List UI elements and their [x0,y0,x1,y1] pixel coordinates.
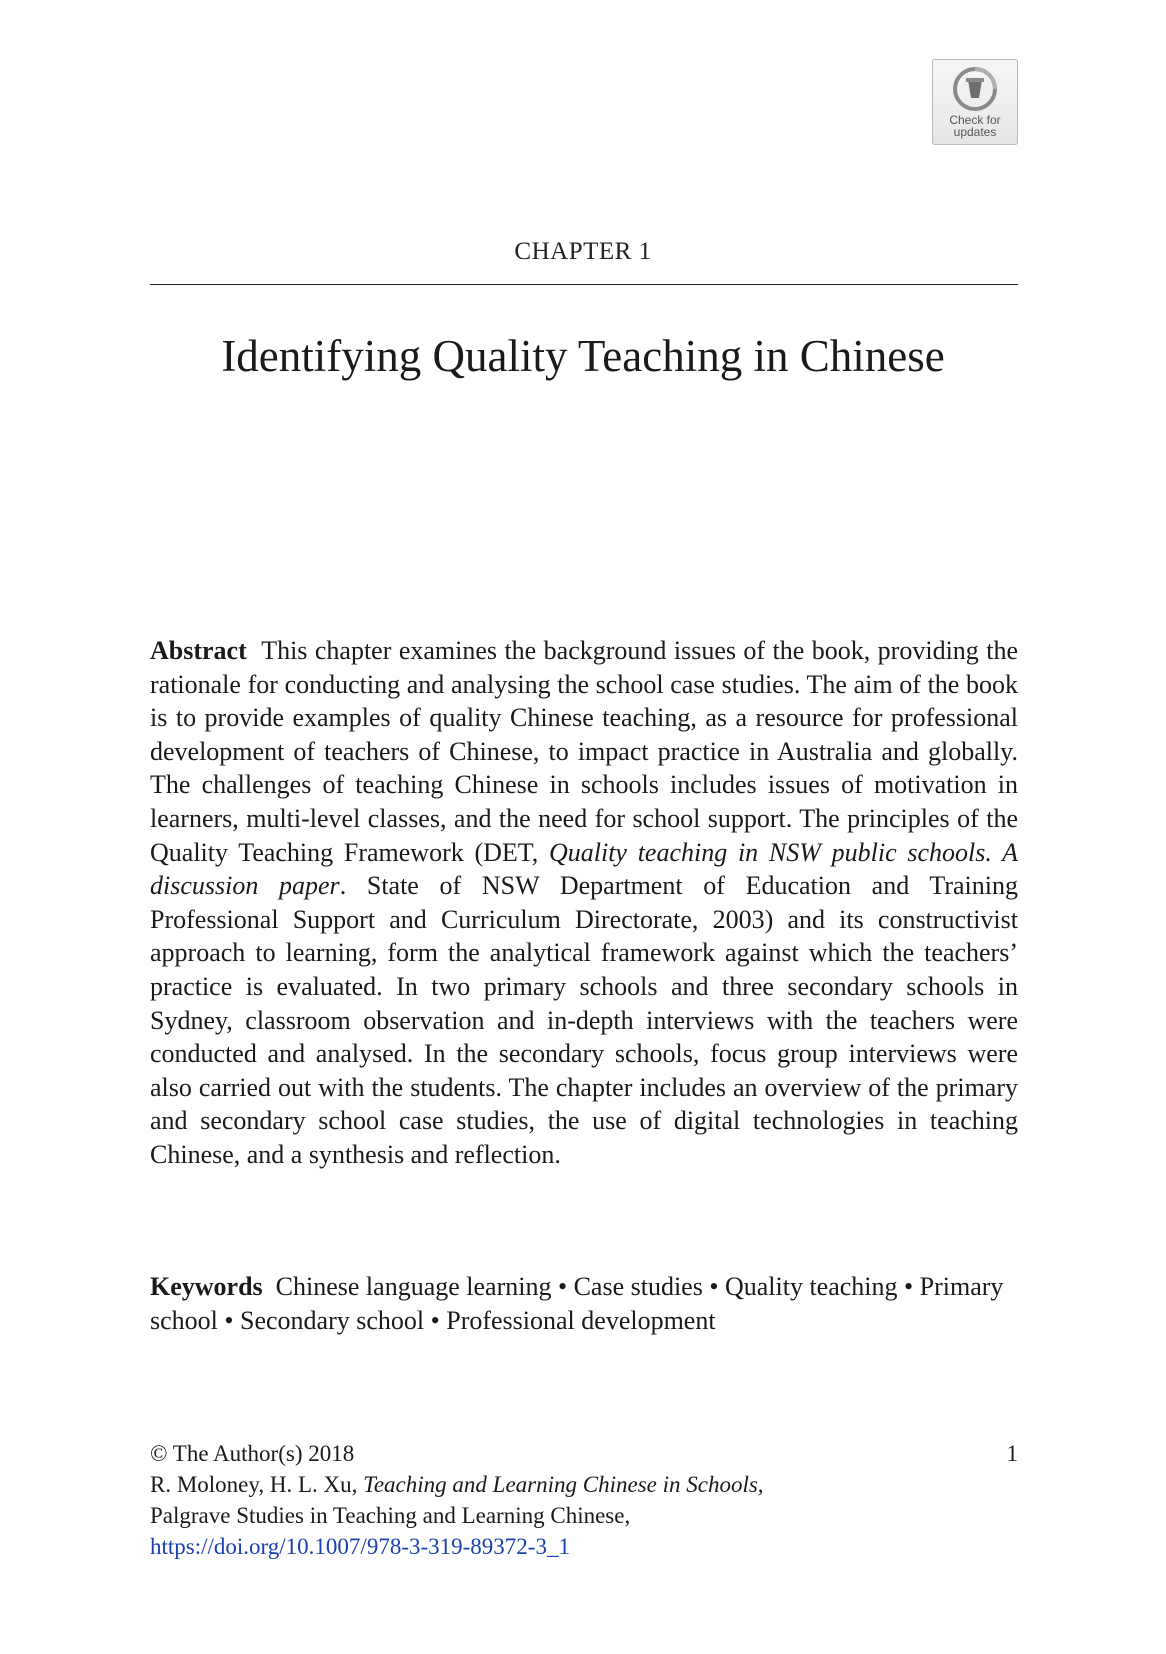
copyright-line: © The Author(s) 2018 [150,1441,355,1466]
keyword-item: Quality teaching [724,1272,898,1301]
book-title: Teaching and Learning Chinese in Schools [363,1472,758,1497]
citation-line [150,1469,1018,1500]
check-for-updates-label: Check for updates [949,113,1001,139]
page-number: 1 [1006,1441,1018,1466]
keyword-item: Secondary school [240,1305,425,1335]
authors: R. Moloney, H. L. Xu, [150,1472,358,1497]
keyword-item: Professional development [446,1305,716,1335]
keyword-item: Case studies [573,1272,703,1301]
chapter-label: CHAPTER 1 [514,238,652,265]
abstract-text-2: . State of NSW Department of Education and Training Professional Support and Curriculum Directorate, 2003) and its constructivist approach to learning, form the analytical framework against which the teachers’ practice is evaluated. In two primary schools and three secondary schools in Sydney, classroom observation and in-depth interviews with the teachers were conducted and analysed. In the secondary schools, focus group interviews were also carried out with the students. The chapter includes an overview of the primary and secondary school case studies, the use of digital technologies in teaching Chinese, and a synthesis and reflection. [150,871,1019,1169]
chapter-divider [150,284,1018,285]
keyword-item: Primary school [150,1272,1004,1335]
footer [150,1438,1018,1562]
keywords-label: Keywords [150,1272,263,1301]
doi-link[interactable]: https://doi.org/10.1007/978-3-319-89372-3_1 [150,1534,570,1559]
check-for-updates-badge[interactable] [932,59,1018,145]
book-title-suffix: , [757,1472,764,1497]
chapter-title: Identifying Quality Teaching in Chinese [221,331,945,381]
abstract-citation-title: Quality teaching in NSW public schools. A discussion paper [150,837,1019,901]
doi-line [150,1531,1018,1562]
series-line: Palgrave Studies in Teaching and Learning Chinese, [150,1503,631,1528]
keywords: Keywords Chinese language learning • Case studies • Quality teaching • Primary school • Secondary school • Professional development [150,1272,1004,1335]
check-for-updates-icon [952,66,998,112]
abstract-text-1: This chapter examines the background issues of the book, providing the rationale for conducting and analysing the school case studies. The aim of the book is to provide examples of quality Chinese teaching, as a resource for professional development of teachers of Chinese, to impact practice in Australia and globally. The challenges of teaching Chinese in schools includes issues of motivation in learners, multi-level classes, and the need for school support. The principles of the Quality Teaching Framework (DET, [150,636,1019,867]
abstract-label: Abstract [150,636,247,665]
abstract [150,634,1018,1172]
keyword-item: Chinese language learning [275,1272,552,1301]
